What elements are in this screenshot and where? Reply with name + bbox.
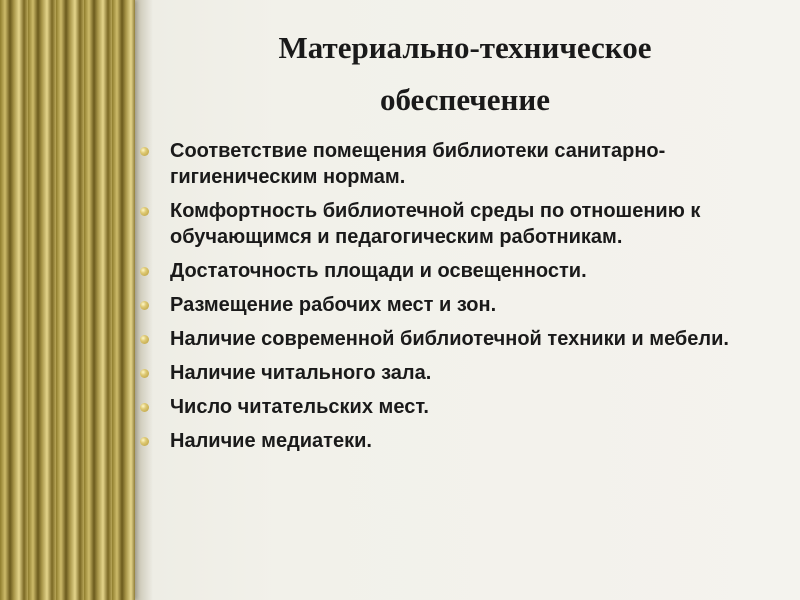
- list-item-text: Размещение рабочих мест и зон.: [170, 294, 497, 316]
- list-item-text: Число читательских мест.: [170, 396, 429, 418]
- bullet-dot-icon: [140, 207, 149, 216]
- list-item: [138, 326, 788, 352]
- list-item: [138, 360, 788, 386]
- list-item-text: Наличие читального зала.: [170, 362, 432, 384]
- bullet-dot-icon: [140, 301, 149, 310]
- list-item-text: Комфортность библиотечной среды по отношению к обучающимся и педагогическим работникам.: [170, 200, 701, 248]
- list-item-text: Достаточность площади и освещенности.: [170, 260, 587, 282]
- list-item: [138, 428, 788, 454]
- list-item: [138, 138, 788, 190]
- bullet-dot-icon: [140, 267, 149, 276]
- list-item-text: Соответствие помещения библиотеки санитарно-гигиеническим нормам.: [170, 140, 666, 188]
- list-item: [138, 198, 788, 250]
- slide-title-line-1: Материально-техническое: [278, 30, 652, 65]
- bullet-dot-icon: [140, 335, 149, 344]
- list-item-text: Наличие медиатеки.: [170, 430, 372, 452]
- bullet-dot-icon: [140, 369, 149, 378]
- list-item: [138, 258, 788, 284]
- list-item: [138, 394, 788, 420]
- bullet-list: [138, 138, 788, 462]
- bullet-dot-icon: [140, 437, 149, 446]
- list-item-text: Наличие современной библиотечной техники и мебели.: [170, 328, 729, 350]
- slide-title-line-2: обеспечение: [379, 82, 551, 117]
- bullet-dot-icon: [140, 147, 149, 156]
- bullet-dot-icon: [140, 403, 149, 412]
- slide-title: [165, 22, 765, 126]
- decorative-gold-column: [0, 0, 135, 600]
- list-item: [138, 292, 788, 318]
